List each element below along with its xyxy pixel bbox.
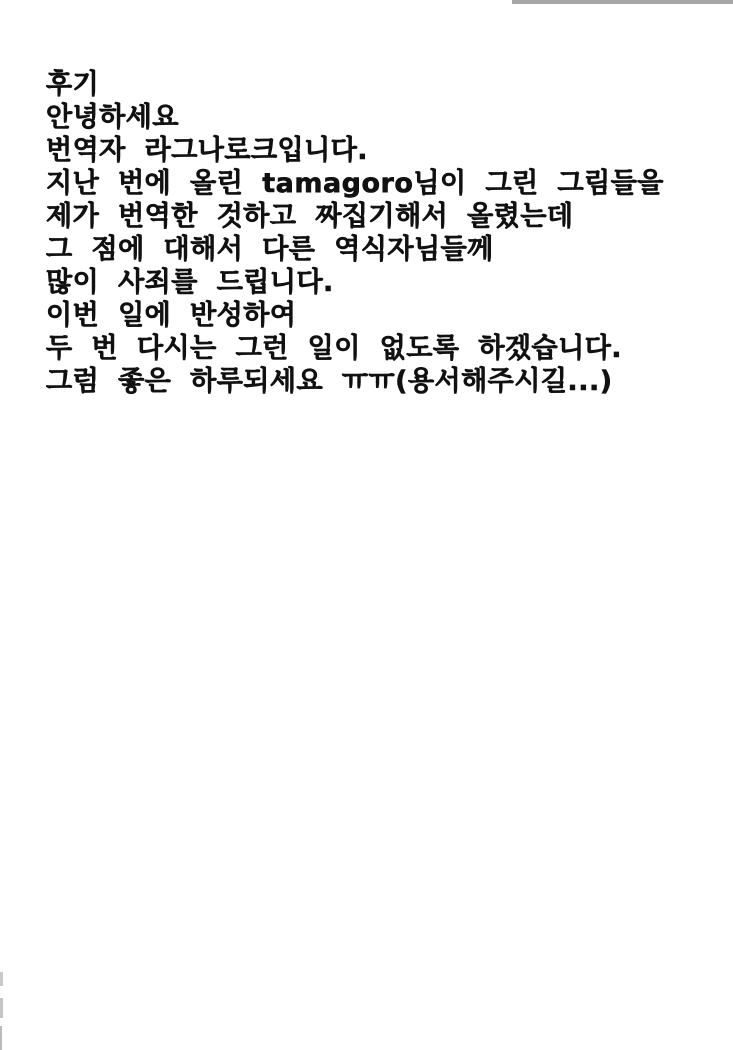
afterword-text-line: 많이 사죄를 드립니다. (46, 267, 334, 298)
afterword-text-line: 제가 번역한 것하고 짜집기해서 올렸는데 (46, 201, 574, 232)
afterword-text-block (46, 68, 696, 398)
afterword-text-line: 번역자 라그나로크입니다. (46, 135, 369, 166)
afterword-text-line: 이번 일에 반성하여 (46, 300, 297, 331)
scan-edge-mark (0, 1026, 2, 1050)
afterword-text-line: 그럼 좋은 하루되세요 ㅠㅠ(용서해주시길...) (46, 366, 613, 397)
afterword-text-line: 후기 (46, 69, 100, 100)
afterword-text-line: 지난 번에 올린 tamagoro님이 그린 그림들을 (46, 168, 664, 199)
afterword-text-line: 그 점에 대해서 다른 역식자님들께 (46, 234, 494, 265)
scanner-artifact-bar (512, 0, 733, 4)
afterword-text-line: 안녕하세요 (46, 102, 179, 133)
scan-edge-mark (0, 972, 3, 986)
afterword-text-line: 두 번 다시는 그런 일이 없도록 하겠습니다. (46, 333, 623, 364)
scan-edge-mark (0, 998, 3, 1018)
